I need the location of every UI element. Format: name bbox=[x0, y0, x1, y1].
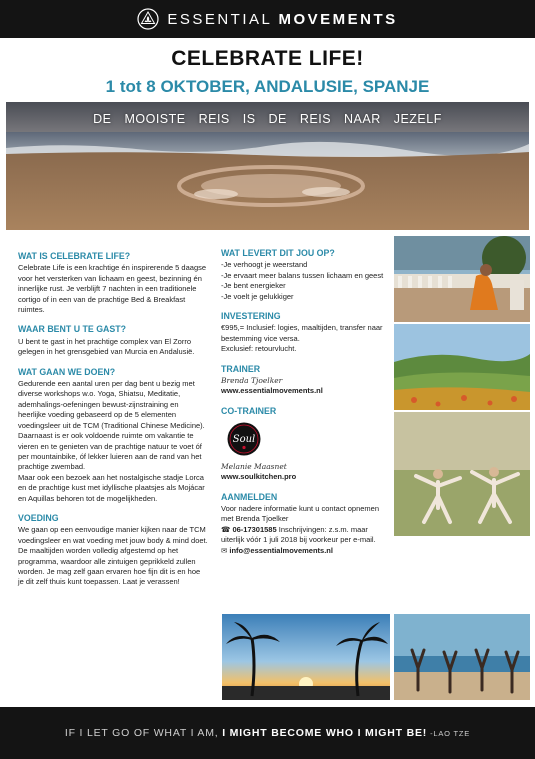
trainer-website-link[interactable]: www.essentialmovements.nl bbox=[221, 386, 323, 396]
signup-email-line bbox=[221, 546, 387, 556]
left-column bbox=[18, 251, 208, 597]
photo-sunset-palms bbox=[222, 614, 390, 700]
brand-name: ESSENTIAL MOVEMENTS bbox=[167, 10, 398, 28]
price-text: €995,= Inclusief: logies, maaltijden, transfer naar bestemming vice versa. bbox=[221, 323, 383, 343]
hero-caption: DE MOOISTE REIS IS DE REIS NAAR JEZELF bbox=[93, 112, 442, 126]
page-subtitle: 1 tot 8 OKTOBER, ANDALUSIE, SPANJE bbox=[105, 77, 430, 96]
section-benefits bbox=[221, 248, 387, 302]
hero-beach-photo bbox=[6, 102, 529, 230]
soul-kitchen-logo bbox=[227, 422, 261, 456]
section-heading: CO-TRAINER bbox=[221, 405, 277, 416]
benefit-item: -Je bent energieker bbox=[221, 281, 286, 291]
photo-group-yoga-sea bbox=[394, 614, 530, 700]
section-heading: TRAINER bbox=[221, 363, 261, 374]
section-signup bbox=[221, 492, 387, 556]
phone-icon: ☎ bbox=[221, 524, 233, 534]
email-link[interactable]: info@essentialmovements.nl bbox=[229, 545, 333, 555]
section-heading: WAT LEVERT DIT JOU OP? bbox=[221, 248, 335, 258]
mail-icon: ✉ bbox=[221, 545, 230, 555]
section-food bbox=[18, 513, 208, 588]
exclusions-text: Exclusief: retourvlucht. bbox=[221, 344, 297, 354]
section-heading: INVESTERING bbox=[221, 311, 281, 322]
section-heading: WAAR BENT U TE GAST? bbox=[18, 324, 127, 335]
svg-text:Soul: Soul bbox=[232, 434, 256, 446]
signup-deadline-text: Inschrijvingen: z.s.m. maar uiterlijk vóór 1 juli 2018 bij voorkeur per e-mail. bbox=[221, 524, 376, 545]
section-text: U bent te gast in het prachtige complex van El Zorro gelegen in het grensgebied van Murcia en Andalusië. bbox=[18, 336, 195, 357]
benefit-item: -Je verhoogt je weerstand bbox=[221, 260, 308, 270]
section-text: Celebrate Life is een krachtige én inspirerende 5 daagse voor het versterken van lichaam en geest, bezinning én innerlijke rust. Je verblijft 7 nachten in een traditionele cortigo of in een van de prachtige Bed & Breakfast ruimtes. bbox=[18, 263, 207, 315]
lotus-triangle-icon bbox=[137, 8, 159, 30]
header-bar bbox=[0, 0, 535, 38]
section-activities bbox=[18, 367, 208, 504]
section-where bbox=[18, 324, 208, 357]
cotrainer-website-link[interactable]: www.soulkitchen.pro bbox=[221, 472, 297, 482]
photo-yoga-pose bbox=[394, 412, 530, 536]
section-trainer bbox=[221, 364, 387, 397]
benefit-item: -Je voelt je gelukkiger bbox=[221, 291, 294, 301]
section-text-extra: Maar ook een bezoek aan het nostalgische stadje Lorca en de prachtige kust met idyllische plaatsjes als Mojácar en Aquillas behoren tot de mogelijkheden. bbox=[18, 472, 205, 503]
footer-quote: IF I LET GO OF WHAT I AM, I MIGHT BECOME WHO I MIGHT BE! -LAO TZE bbox=[64, 727, 471, 739]
photo-meditation-terrace bbox=[394, 236, 530, 322]
quote-author: -LAO TZE bbox=[430, 729, 471, 738]
section-heading: AANMELDEN bbox=[221, 491, 278, 502]
section-cotrainer bbox=[221, 406, 387, 483]
section-what-is bbox=[18, 251, 208, 315]
trainer-signature: Brenda Tjoelker bbox=[221, 376, 283, 386]
section-heading: VOEDING bbox=[18, 512, 59, 523]
section-investment bbox=[221, 311, 387, 355]
signup-phone-line bbox=[221, 525, 387, 546]
middle-column bbox=[221, 248, 387, 565]
photo-landscape bbox=[394, 324, 530, 410]
section-heading: WAT IS CELEBRATE LIFE? bbox=[18, 251, 131, 261]
signup-text: Voor nadere informatie kunt u contact opnemen met Brenda Tjoelker bbox=[221, 503, 380, 524]
phone-number[interactable]: 06-17301585 bbox=[232, 524, 277, 534]
footer-quote-bar bbox=[0, 707, 535, 759]
section-text: Gedurende een aantal uren per dag bent u bezig met diverse workshops w.o. Yoga, Shiatsu, Meditatie, ademhalings-oefeningen bewust-zijnstraining en heerlijke voeding gebaseerd op de 5 elementen voedingsleer uit de TCM (Traditional Chinese Medicine). Daarnaast is er ook voldoende ruimte om vakantie te vieren en te genieten van de prachtige natuur te voet óf per mountainbike, óf lekker luieren aan de rand van het prachtige zwembad. bbox=[18, 379, 205, 472]
benefit-item: -Je ervaart meer balans tussen lichaam en geest bbox=[221, 270, 384, 280]
page-title: CELEBRATE LIFE! bbox=[171, 47, 364, 70]
cotrainer-signature: Melanie Maasnet bbox=[221, 461, 287, 471]
section-heading: WAT GAAN WE DOEN? bbox=[18, 366, 116, 377]
section-text: We gaan op een eenvoudige manier kijken naar de TCM voedingsleer en wat voeding met jouw body & mind doet. De maaltijden worden volledig afgestemd op het programma, waardoor alle zintuigen geprikkeld zullen worden. Je mag zelf gaan ervaren hoe fijn dit is en hoe je dit zelf thuis kunt toepassen. Laat je verassen! bbox=[18, 525, 208, 587]
